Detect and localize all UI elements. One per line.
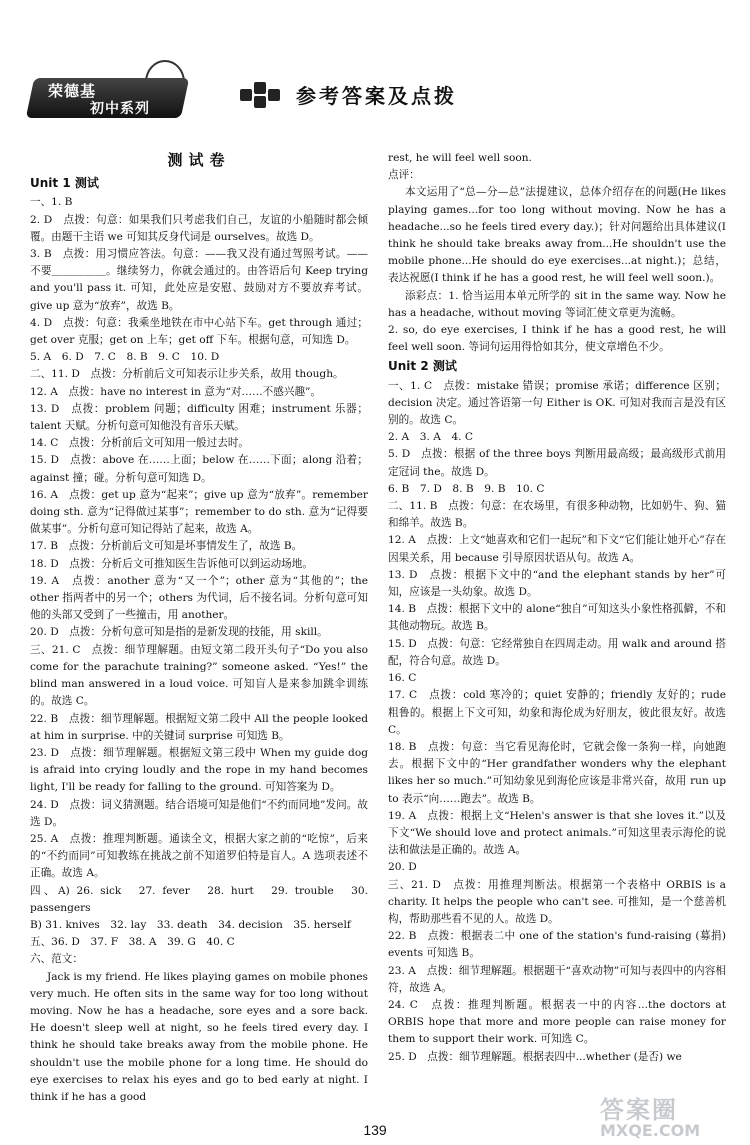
- answer-line: 14. B 点拨：根据下文中的 alone“独自”可知这头小象性格孤僻，不和其他动物玩。故选 B。: [388, 603, 726, 633]
- watermark-line-1: 答案圈: [600, 1096, 678, 1124]
- answer-line: 20. D 点拨：分析句意可知是指的是新发现的技能，用 skill。: [30, 626, 328, 639]
- answer-line: 五、36. D 37. F 38. A 39. G 40. C: [30, 936, 235, 949]
- answer-line: 六、范文：: [30, 953, 83, 966]
- answer-line: 12. A 点拨：上文“她喜欢和它们一起玩”和下文“它们能让她开心”存在因果关系，用 because 引导原因状语从句。故选 A。: [388, 534, 726, 564]
- answer-line: 16. A 点拨：get up 意为“起来”；give up 意为“放弃”。remember doing sth. 意为“记得做过某事”；remember to do sth. 意为“记得要做某事”。分析句意可知记得站了起来，故选 A。: [30, 488, 368, 536]
- watermark-line-2: MXQE.COM: [600, 1121, 701, 1140]
- answer-line: 15. D 点拨：above 在……上面；below 在……下面；along 沿着；against 撞；碰。分析句意可知选 D。: [30, 454, 368, 484]
- answer-line: 2. D 点拨：句意：如果我们只考虑我们自己，友谊的小船随时都会倾覆。由题干主语 we 可知其反身代词是 ourselves。故选 D。: [30, 213, 368, 243]
- right-column: [388, 150, 726, 1066]
- answer-line: 25. A 点拨：推理判断题。通读全文，根据大家之前的“吃惊”，后来的“不约而同”可知教练在挑战之前不知道罗伯特是盲人。A 选项表述不正确。故选 A。: [30, 832, 368, 880]
- answer-line: 5. D 点拨：根据 of the three boys 判断用最高级；最高级形式前用定冠词 the。故选 D。: [388, 448, 726, 478]
- page-title: 参考答案及点拨: [296, 84, 457, 108]
- answer-line: 二、11. B 点拨：句意：在农场里，有很多种动物，比如奶牛、狗、猫和绵羊。故选 B。: [388, 500, 726, 530]
- answer-line: 15. D 点拨：句意：它经常独自在四周走动。用 walk and around 搭配，符合句意。故选 D。: [388, 637, 726, 667]
- answer-line: 22. B 点拨：根据表二中 one of the station's fund-raising (募捐) events 可知选 B。: [388, 930, 726, 960]
- unit-heading: Unit 1 测试: [30, 176, 99, 191]
- answer-line: 16. C: [388, 672, 417, 685]
- answer-line: 19. A 点拨：another 意为“又一个”；other 意为“其他的”；the other 指两者中的另一个；others 为代词，后不接名词。分析句意可知他的头部又受到了一些撞击，用 another。: [30, 574, 368, 622]
- left-column: [30, 150, 368, 1106]
- answer-line: 5. A 6. D 7. C 8. B 9. C 10. D: [30, 351, 220, 364]
- answer-line: 17. C 点拨：cold 寒冷的；quiet 安静的；friendly 友好的；rude 粗鲁的。根据上下文可知，幼象和海伦成为好朋友，彼此很友好。故选 C。: [388, 689, 726, 736]
- header-title-group: [240, 80, 457, 109]
- paragraph: 本文运用了“总—分—总”法提建议，总体介绍存在的问题(He likes playing games...for too long without moving. Now he has a headache...so he feels tired every day.)；针对问题给出具体建议(I think he should take breaks away from...He shouldn't use the mobile phone...He should do eye exercises...at night.)；总结，表达祝愿(I think if he has a good rest, he will feel well soon.)。: [388, 186, 726, 285]
- answer-line: 一、1. B: [30, 196, 73, 209]
- answer-line: 3. B 点拨：用习惯应答法。句意：——我又没有通过驾照考试。——不要＿＿＿＿＿。继续努力，你就会通过的。由答语后句 Keep trying and you'll pass it. 可知，此处应是安慰、鼓励对方不要放弃考试。give up 意为“放弃”，故选 B。: [30, 248, 368, 312]
- answer-line: 4. D 点拨：句意：我乘坐地铁在市中心站下车。get through 通过；get over 克服；get on 上车；get off 下车。根据句意，可知选 D。: [30, 316, 368, 347]
- answer-line: B) 31. knives 32. lay 33. death 34. decision 35. herself: [30, 918, 351, 931]
- title-mark-icon: [240, 82, 282, 108]
- answer-line: 22. B 点拨：细节理解题。根据短文第二段中 All the people looked at him in surprise. 中的关键词 surprise 可知选 B。: [30, 712, 368, 742]
- answer-line: 12. A 点拨：have no interest in 意为“对……不感兴趣”。: [30, 385, 322, 398]
- answer-line: 18. B 点拨：句意：当它看见海伦时，它就会像一条狗一样，向她跑去。根据下文中的“Her grandfather wonders why the elephant likes her so much.”可知幼象见到海伦应该是非常兴奋，故用 run up to 表示“向……跑去”。故选 B。: [388, 740, 726, 805]
- answer-line: 三、21. D 点拨：用推理判断法。根据第一个表格中 ORBIS is a charity. It helps the people who can't see. 可推知，是一个慈善机构，帮助那些看不见的人。故选 D。: [388, 878, 726, 925]
- answer-line: 2. A 3. A 4. C: [388, 431, 474, 444]
- answer-line: 25. D 点拨：细节理解题。根据表四中...whether (是否) we: [388, 1050, 682, 1063]
- answer-line: 23. A 点拨：细节理解题。根据题干“喜欢动物”可知与表四中的内容相符，故选 A。: [388, 964, 726, 994]
- answer-line: 13. D 点拨：根据下文中的“and the elephant stands by her”可知，应该是一头幼象。故选 D。: [388, 568, 726, 599]
- paragraph: 添彩点：1. 恰当运用本单元所学的 sit in the same way. Now he has a headache, without moving 等词汇使文章更为流畅。: [388, 289, 726, 319]
- answer-line: 6. B 7. D 8. B 9. B 10. C: [388, 482, 545, 495]
- answer-line: 13. D 点拨：problem 问题；difficulty 困难；instrument 乐器；talent 天赋。分析句意可知他没有音乐天赋。: [30, 402, 368, 433]
- section-title: 测试卷: [167, 151, 231, 169]
- answer-line: 一、1. C 点拨：mistake 错误；promise 承诺；difference 区别；decision 决定。通过答语第一句 Either is OK. 可知对我而言是没有区别的。故选 C。: [388, 379, 726, 427]
- answer-line: rest, he will feel well soon.: [388, 152, 532, 164]
- page-header: [0, 0, 750, 140]
- answer-line: 点评：: [388, 169, 420, 182]
- answer-line: 四、A) 26. sick 27. fever 28. hurt 29. trouble 30. passengers: [30, 884, 368, 914]
- answer-line: 17. B 点拨：分析前后文可知是坏事情发生了，故选 B。: [30, 540, 303, 553]
- answer-line: 20. D: [388, 861, 417, 874]
- page-number: 139: [363, 1122, 387, 1138]
- answer-line: 24. D 点拨：词义猜测题。结合语境可知是他们“不约而同地”发问。故选 D。: [30, 798, 368, 828]
- unit-heading: Unit 2 测试: [388, 359, 457, 374]
- answer-line: 18. D 点拨：分析后文可推知医生告诉他可以到运动场地。: [30, 557, 313, 570]
- logo-text-bottom: 初中系列: [90, 101, 150, 117]
- series-logo: [30, 60, 190, 118]
- answer-line: 14. C 点拨：分析前后文可知用一般过去时。: [30, 437, 250, 450]
- paragraph: Jack is my friend. He likes playing games on mobile phones very much. He often sits in the same way for too long without moving. Now he has a headache, sore eyes and a sore back. He doesn't sleep well at night, so he feels tired every day. I think he should take breaks away from the mobile phone. He shouldn't use the mobile phone for a long time. He should do eye exercises to relax his eyes and go to bed early at night. I think if he has a good: [30, 970, 368, 1103]
- answer-line: 19. A 点拨：根据上文“Helen's answer is that she loves it.”以及下文“We should love and protect animals.”可知这里表示海伦的说法和做法是正确的。故选 A。: [388, 809, 726, 857]
- answer-line: 二、11. D 点拨：分析前后文可知表示让步关系，故用 though。: [30, 368, 344, 381]
- logo-text-top: 荣德基: [48, 82, 97, 100]
- answer-line: 2. so, do eye exercises, I think if he has a good rest, he will feel well soon. 等词句运用得恰如其分，使文章增色不少。: [388, 324, 726, 354]
- answer-line: 三、21. C 点拨：细节理解题。由短文第二段开头句子“Do you also come for the parachute training?” someone asked. “Yes!” the blind man answered in a loud voice. 可知盲人是来参加跳伞训练的。故选 C。: [30, 643, 368, 708]
- watermark: [600, 1090, 730, 1140]
- answer-line: 24. C 点拨：推理判断题。根据表一中的内容...the doctors at ORBIS hope that more and more people can raise money for them to support their work. 可知选 C。: [388, 998, 726, 1046]
- answer-line: 23. D 点拨：细节理解题。根据短文第三段中 When my guide dog is afraid into crying loudly and the rope in my hand becomes light, I'll be ready for falling to the ground. 可知答案为 D。: [30, 746, 368, 794]
